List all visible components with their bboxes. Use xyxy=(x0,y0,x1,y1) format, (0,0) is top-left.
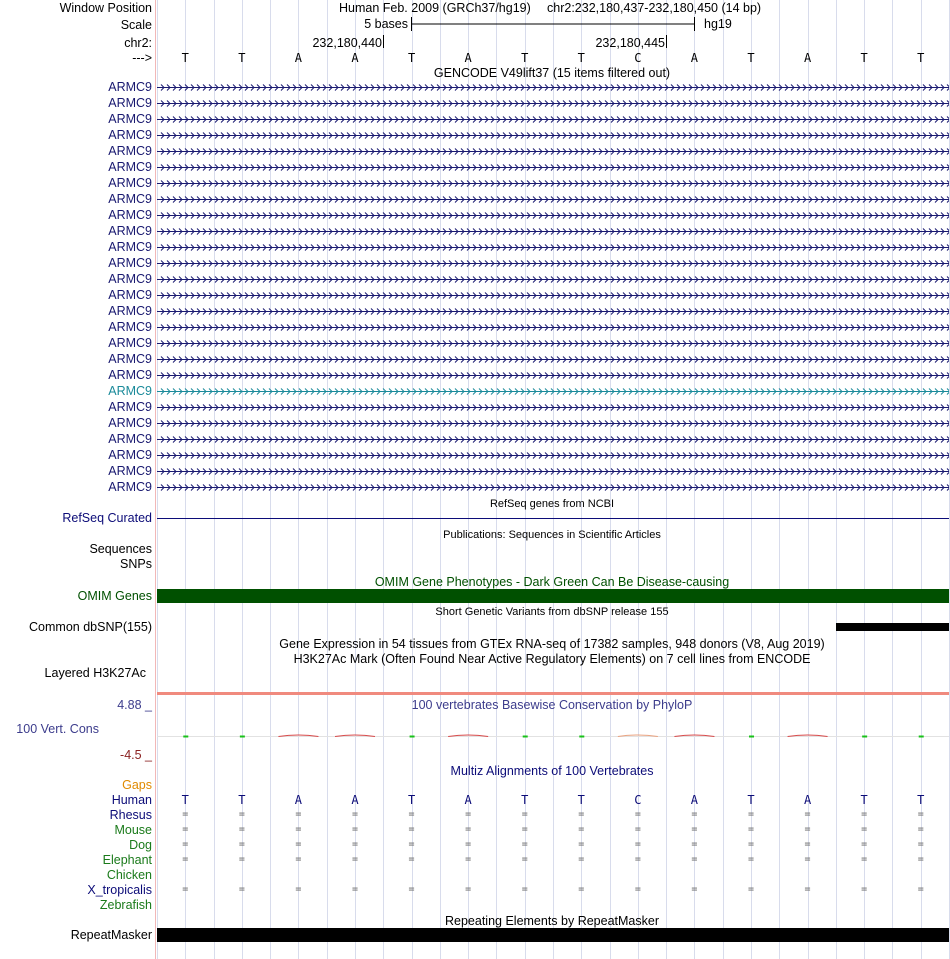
ruler-base: T xyxy=(747,51,755,65)
multiz-match: = xyxy=(238,824,245,835)
gencode-gene-line[interactable] xyxy=(157,144,949,158)
multiz-match: = xyxy=(861,854,868,865)
dbsnp-track-title[interactable]: Short Genetic Variants from dbSNP release 155 xyxy=(435,606,669,618)
gencode-gene-label[interactable]: ARMC9 xyxy=(108,144,152,158)
window-position-label: Window Position xyxy=(59,1,152,15)
gencode-gene-line[interactable] xyxy=(157,320,949,334)
multiz-match: = xyxy=(351,884,359,895)
multiz-match: = xyxy=(578,854,585,865)
multiz-match: = xyxy=(691,809,698,820)
multiz-match: = xyxy=(917,839,924,850)
gencode-gene-label[interactable]: ARMC9 xyxy=(108,336,152,350)
multiz-match: = xyxy=(238,809,245,820)
multiz-base: T xyxy=(238,793,246,807)
multiz-base: T xyxy=(407,793,416,807)
multiz-match: = xyxy=(182,809,189,820)
phylop-wiggle[interactable] xyxy=(0,728,950,744)
multiz-species-label[interactable]: Mouse xyxy=(114,823,152,837)
h3k27ac-signal[interactable] xyxy=(157,692,949,695)
multiz-match: = xyxy=(295,884,302,895)
multiz-match: = xyxy=(521,884,528,895)
sequences-label[interactable]: Sequences xyxy=(89,542,152,556)
h3k27ac-track-label[interactable]: Layered H3K27Ac xyxy=(44,666,146,680)
gencode-gene-label[interactable]: ARMC9 xyxy=(108,128,152,142)
multiz-match: = xyxy=(578,809,585,820)
refseq-gene-line[interactable] xyxy=(157,518,949,519)
snps-label[interactable]: SNPs xyxy=(120,557,152,571)
multiz-match: = xyxy=(351,824,359,835)
dbsnp-track-label[interactable]: Common dbSNP(155) xyxy=(29,620,152,634)
ruler-base: T xyxy=(238,51,246,65)
label-divider xyxy=(155,0,156,959)
multiz-match: = xyxy=(634,884,641,895)
multiz-match: = xyxy=(182,854,189,865)
multiz-match: = xyxy=(465,824,472,835)
gencode-gene-label[interactable]: ARMC9 xyxy=(108,304,152,318)
multiz-species-label[interactable]: Human xyxy=(111,793,152,807)
gencode-gene-line[interactable] xyxy=(157,448,949,462)
ruler-base: A xyxy=(803,51,812,65)
multiz-match: = xyxy=(917,884,924,895)
multiz-match: = xyxy=(634,809,641,820)
multiz-match: = xyxy=(861,884,868,895)
strand-label: ---> xyxy=(132,51,152,65)
gencode-gene-label[interactable]: ARMC9 xyxy=(108,480,152,494)
gtex-track-title[interactable]: Gene Expression in 54 tissues from GTEx RNA-seq of 17382 samples, 948 donors (V8, Aug 2019) xyxy=(279,637,825,651)
multiz-match: = xyxy=(465,854,472,865)
refseq-track-label[interactable]: RefSeq Curated xyxy=(62,511,152,525)
gencode-gene-label[interactable]: ARMC9 xyxy=(108,224,152,238)
gencode-gene-line[interactable] xyxy=(157,272,949,286)
phylop-min-label: -4.5 _ xyxy=(120,748,152,762)
dbsnp-variant-bar[interactable] xyxy=(836,623,949,631)
multiz-match: = xyxy=(295,809,302,820)
gencode-gene-line[interactable] xyxy=(157,480,949,494)
ruler-base: T xyxy=(181,51,189,65)
gencode-gene-label[interactable]: ARMC9 xyxy=(108,192,152,206)
gencode-gene-label[interactable]: ARMC9 xyxy=(108,464,152,478)
multiz-match: = xyxy=(747,809,755,820)
multiz-match: = xyxy=(521,809,528,820)
gencode-gene-line[interactable] xyxy=(157,336,949,350)
multiz-match: = xyxy=(351,854,359,865)
multiz-match: = xyxy=(578,839,585,850)
multiz-base: T xyxy=(577,793,585,807)
gencode-gene-line[interactable] xyxy=(157,256,949,270)
multiz-match: = xyxy=(408,809,415,820)
gencode-gene-line[interactable] xyxy=(157,160,949,174)
multiz-match: = xyxy=(351,839,359,850)
multiz-track-title[interactable]: Multiz Alignments of 100 Vertebrates xyxy=(450,764,654,778)
gencode-gene-label[interactable]: ARMC9 xyxy=(108,368,152,382)
multiz-match: = xyxy=(182,824,189,835)
multiz-base: T xyxy=(860,793,868,807)
gencode-gene-label[interactable]: ARMC9 xyxy=(108,256,152,270)
multiz-match: = xyxy=(295,854,302,865)
multiz-species-label[interactable]: Zebrafish xyxy=(99,898,152,912)
multiz-species-label[interactable]: Rhesus xyxy=(109,808,152,822)
phylop-max-label: 4.88 _ xyxy=(117,698,152,712)
phylop-conserved-mark xyxy=(749,736,754,738)
gencode-gene-label[interactable]: ARMC9 xyxy=(108,160,152,174)
multiz-match: = xyxy=(351,809,359,820)
ruler-base: A xyxy=(464,51,472,65)
multiz-match: = xyxy=(747,884,755,895)
gencode-gene-label[interactable]: ARMC9 xyxy=(108,208,152,222)
multiz-match: = xyxy=(521,839,528,850)
multiz-match: = xyxy=(861,839,868,850)
multiz-match: = xyxy=(408,854,415,865)
phylop-conserved-mark xyxy=(410,736,415,738)
gencode-gene-label[interactable]: ARMC9 xyxy=(108,96,152,110)
multiz-match: = xyxy=(691,824,698,835)
gencode-gene-label[interactable]: ARMC9 xyxy=(108,352,152,366)
gencode-gene-label[interactable]: ARMC9 xyxy=(108,416,152,430)
omim-gene-bar[interactable] xyxy=(157,589,949,603)
repeatmasker-track-label[interactable]: RepeatMasker xyxy=(70,928,152,942)
gencode-gene-line[interactable] xyxy=(157,208,949,222)
multiz-species-label[interactable]: Elephant xyxy=(102,853,152,867)
multiz-match: = xyxy=(804,839,811,850)
assembly-text: Human Feb. 2009 (GRCh37/hg19) xyxy=(339,1,531,15)
gencode-gene-line[interactable] xyxy=(157,240,949,254)
multiz-match: = xyxy=(691,884,698,895)
multiz-match: = xyxy=(238,839,245,850)
gencode-gene-line[interactable] xyxy=(157,192,949,206)
repeatmasker-bar[interactable] xyxy=(157,928,949,942)
ruler-base: T xyxy=(521,51,529,65)
gencode-gene-line[interactable] xyxy=(157,464,949,478)
multiz-match: = xyxy=(747,854,755,865)
multiz-match: = xyxy=(634,824,641,835)
ruler-base: A xyxy=(294,51,303,65)
publications-track-title[interactable]: Publications: Sequences in Scientific Articles xyxy=(443,529,661,541)
ruler-base: C xyxy=(634,51,642,65)
phylop-conserved-mark xyxy=(183,736,188,738)
multiz-base: T xyxy=(747,793,755,807)
ruler-base: A xyxy=(351,51,359,65)
multiz-match: = xyxy=(747,839,755,850)
gencode-gene-label[interactable]: ARMC9 xyxy=(108,400,152,414)
scale-bar xyxy=(410,16,698,32)
gencode-gene-label[interactable]: ARMC9 xyxy=(108,384,152,398)
multiz-base: T xyxy=(917,793,925,807)
multiz-match: = xyxy=(917,809,924,820)
gencode-gene-label[interactable]: ARMC9 xyxy=(108,80,152,94)
multiz-match: = xyxy=(465,884,472,895)
multiz-base: A xyxy=(690,793,699,807)
gencode-gene-label[interactable]: ARMC9 xyxy=(108,448,152,462)
multiz-match: = xyxy=(521,854,528,865)
gencode-gene-label[interactable]: ARMC9 xyxy=(108,272,152,286)
phylop-track-label[interactable]: 100 Vert. Cons xyxy=(16,722,99,736)
multiz-match: = xyxy=(578,884,585,895)
omim-track-title[interactable]: OMIM Gene Phenotypes - Dark Green Can Be Disease-causing xyxy=(374,575,730,589)
gencode-gene-line[interactable] xyxy=(157,224,949,238)
multiz-match: = xyxy=(578,824,585,835)
multiz-match: = xyxy=(182,884,189,895)
multiz-match: = xyxy=(747,824,755,835)
phylop-conserved-mark xyxy=(862,736,867,738)
phylop-conserved-mark xyxy=(523,736,528,738)
multiz-match: = xyxy=(861,809,868,820)
coord-label-1: 232,180,440 xyxy=(312,36,382,50)
multiz-species-label[interactable]: Chicken xyxy=(106,868,152,882)
multiz-species-label[interactable]: X_tropicalis xyxy=(87,883,152,897)
ruler-base: T xyxy=(577,51,585,65)
multiz-match: = xyxy=(238,854,245,865)
multiz-match: = xyxy=(804,824,811,835)
phylop-conserved-mark xyxy=(240,736,245,738)
chrom-label: chr2: xyxy=(124,36,152,50)
multiz-base: T xyxy=(521,793,529,807)
ruler-base: T xyxy=(407,51,416,65)
multiz-match: = xyxy=(804,809,811,820)
multiz-match: = xyxy=(861,824,868,835)
phylop-track-title[interactable]: 100 vertebrates Basewise Conservation by PhyloP xyxy=(411,698,693,712)
ruler-base: T xyxy=(860,51,868,65)
gencode-gene-line[interactable] xyxy=(157,352,949,366)
multiz-match: = xyxy=(465,809,472,820)
repeatmasker-track-title[interactable]: Repeating Elements by RepeatMasker xyxy=(444,914,660,928)
multiz-base: A xyxy=(803,793,812,807)
gencode-gene-label[interactable]: ARMC9 xyxy=(108,240,152,254)
ruler-base: T xyxy=(917,51,925,65)
multiz-base: A xyxy=(464,793,472,807)
multiz-base: A xyxy=(351,793,359,807)
gencode-gene-line[interactable] xyxy=(157,416,949,430)
gencode-track-title[interactable]: GENCODE V49lift37 (15 items filtered out) xyxy=(433,66,671,80)
gaps-label: Gaps xyxy=(122,778,152,792)
multiz-match: = xyxy=(521,824,528,835)
gencode-gene-line[interactable] xyxy=(157,304,949,318)
gencode-gene-line[interactable] xyxy=(157,384,949,398)
gencode-gene-label[interactable]: ARMC9 xyxy=(108,288,152,302)
gencode-gene-line[interactable] xyxy=(157,176,949,190)
scale-text: 5 bases xyxy=(364,17,408,31)
multiz-base: C xyxy=(634,793,642,807)
coord-tick-1 xyxy=(383,35,384,48)
multiz-match: = xyxy=(804,854,811,865)
gencode-gene-label[interactable]: ARMC9 xyxy=(108,432,152,446)
gencode-gene-line[interactable] xyxy=(157,432,949,446)
multiz-match: = xyxy=(295,839,302,850)
multiz-match: = xyxy=(182,839,189,850)
gencode-gene-line[interactable] xyxy=(157,96,949,110)
multiz-match: = xyxy=(408,824,415,835)
multiz-match: = xyxy=(634,839,641,850)
multiz-match: = xyxy=(295,824,302,835)
h3k27ac-track-title[interactable]: H3K27Ac Mark (Often Found Near Active Regulatory Elements) on 7 cell lines from ENCODE xyxy=(293,652,811,666)
multiz-match: = xyxy=(238,884,245,895)
multiz-base: A xyxy=(294,793,303,807)
refseq-track-title[interactable]: RefSeq genes from NCBI xyxy=(489,498,615,510)
scale-label: Scale xyxy=(120,18,152,32)
gencode-gene-line[interactable] xyxy=(157,400,949,414)
multiz-match: = xyxy=(408,839,415,850)
scale-db: hg19 xyxy=(704,17,732,31)
multiz-match: = xyxy=(917,824,924,835)
gencode-gene-line[interactable] xyxy=(157,368,949,382)
multiz-match: = xyxy=(408,884,415,895)
gencode-gene-label[interactable]: ARMC9 xyxy=(108,320,152,334)
multiz-match: = xyxy=(917,854,924,865)
ruler-base: A xyxy=(690,51,699,65)
multiz-match: = xyxy=(465,839,472,850)
gencode-gene-line[interactable] xyxy=(157,288,949,302)
multiz-match: = xyxy=(691,839,698,850)
position-text[interactable]: chr2:232,180,437-232,180,450 (14 bp) xyxy=(547,1,762,15)
omim-track-label[interactable]: OMIM Genes xyxy=(77,589,152,603)
phylop-conserved-mark xyxy=(579,736,584,738)
gencode-gene-line[interactable] xyxy=(157,128,949,142)
coord-label-2: 232,180,445 xyxy=(595,36,665,50)
multiz-match: = xyxy=(804,884,811,895)
phylop-conserved-mark xyxy=(919,736,924,738)
multiz-base: T xyxy=(181,793,189,807)
multiz-species-label[interactable]: Dog xyxy=(129,838,152,852)
coord-tick-2 xyxy=(666,35,667,48)
gencode-gene-label[interactable]: ARMC9 xyxy=(108,112,152,126)
gencode-gene-line[interactable] xyxy=(157,112,949,126)
multiz-match: = xyxy=(691,854,698,865)
multiz-match: = xyxy=(634,854,641,865)
gencode-gene-label[interactable]: ARMC9 xyxy=(108,176,152,190)
gencode-gene-line[interactable] xyxy=(157,80,949,94)
